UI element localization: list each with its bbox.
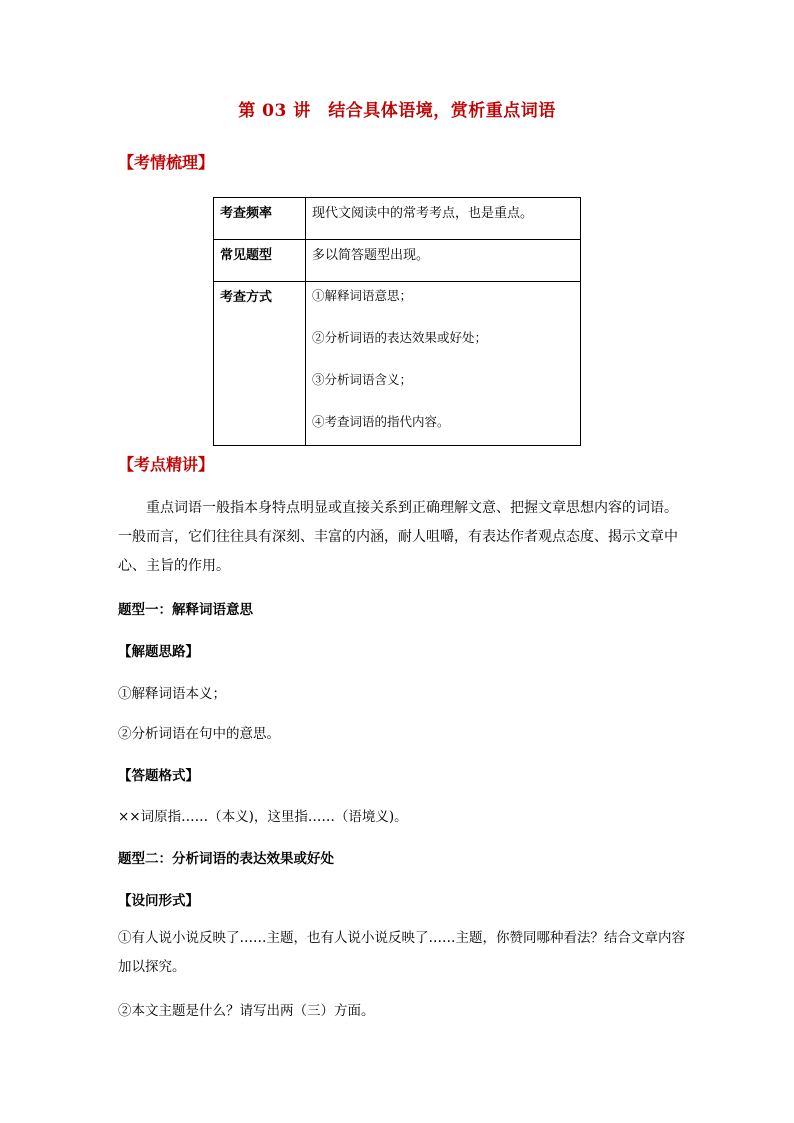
type1-step: ①解释词语本义； [118, 686, 226, 702]
table-value-question-type: 多以简答题型出现。 [306, 240, 581, 282]
type1-approach-heading: 【解题思路】 [118, 644, 199, 660]
table-row [214, 282, 581, 446]
type2-question-2: ②本文主题是什么？请写出两（三）方面。 [118, 1003, 375, 1019]
table-row [214, 240, 581, 282]
exam-info-table [213, 197, 581, 446]
type1-step: ②分析词语在句中的意思。 [118, 726, 280, 742]
section-heading-exam-overview: 【考情梳理】 [118, 153, 215, 172]
method-item: ②分析词语的表达效果或好处； [312, 330, 488, 345]
method-item: ④考查词语的指代内容。 [312, 414, 450, 429]
type2-heading: 题型二：分析词语的表达效果或好处 [118, 851, 334, 867]
type1-heading: 题型一：解释词语意思 [118, 602, 253, 618]
table-label-question-type: 常见题型 [214, 240, 306, 282]
table-label-frequency: 考查频率 [214, 198, 306, 240]
table-row [214, 198, 581, 240]
type2-question-1: ①有人说小说反映了……主题，也有人说小说反映了……主题，你赞同哪种看法？结合文章内容加以探究。 [118, 930, 685, 975]
table-value-method [306, 282, 581, 446]
type2-question-form-heading: 【设问形式】 [118, 893, 199, 909]
intro-text: 重点词语一般指本身特点明显或直接关系到正确理解文意、把握文章思想内容的词语。一般而言，它们往往具有深刻、丰富的内涵，耐人咀嚼，有表达作者观点态度、揭示文章中心、主旨的作用。 [118, 500, 678, 574]
method-item: ③分析词语含义； [312, 372, 413, 387]
method-item: ①解释词语意思； [312, 288, 413, 303]
type1-format-heading: 【答题格式】 [118, 768, 199, 784]
section-heading-key-points: 【考点精讲】 [118, 455, 215, 474]
table-label-method: 考查方式 [214, 282, 306, 446]
lesson-title: 第 03 讲 结合具体语境，赏析重点词语 [238, 101, 556, 121]
table-value-frequency: 现代文阅读中的常考考点，也是重点。 [306, 198, 581, 240]
type1-format-text: ××词原指……（本义)，这里指……（语境义)。 [118, 809, 408, 825]
intro-paragraph [118, 494, 678, 581]
